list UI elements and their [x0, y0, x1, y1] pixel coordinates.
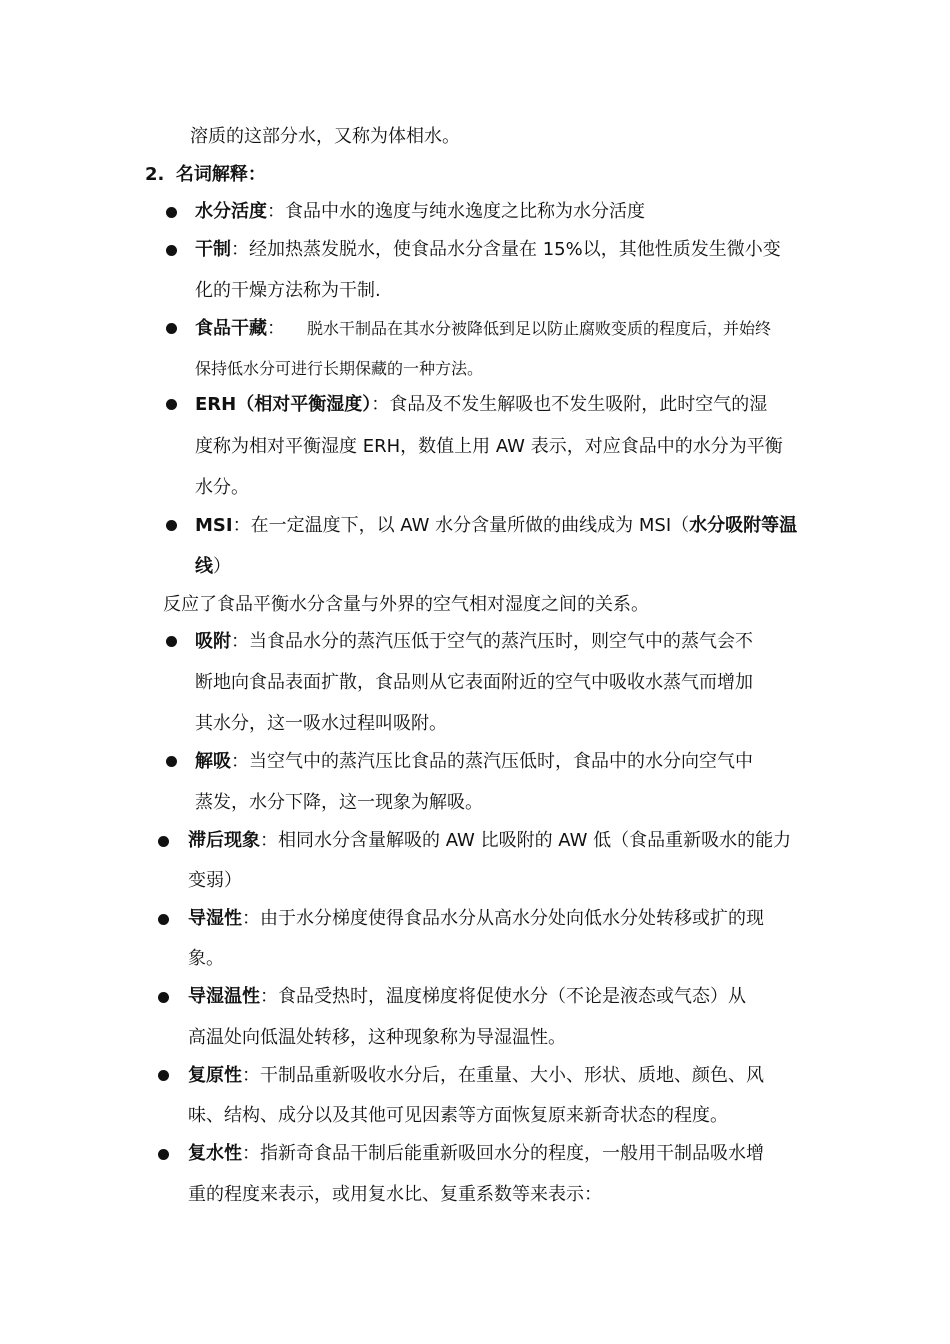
bullet-icon	[158, 1149, 169, 1160]
term-label: 滞后现象	[188, 830, 260, 851]
term-bold-text: 水分吸附等温	[689, 515, 798, 536]
term-text-cont: 变弱）	[188, 870, 242, 891]
term-text: 在一定温度下，以 AW 水分含量所做的曲线成为 MSI（	[250, 515, 690, 536]
term-label: 复原性	[188, 1065, 242, 1086]
term-text-cont: 蒸发，水分下降，这一现象为解吸。	[195, 792, 483, 813]
bullet-icon	[166, 756, 177, 767]
bullet-icon	[158, 992, 169, 1003]
term-drying	[195, 237, 781, 263]
term-text: 干制品重新吸收水分后，在重量、大小、形状、质地、颜色、风	[260, 1065, 764, 1086]
term-colon: ：	[242, 1143, 260, 1164]
term-label: 食品干藏	[195, 318, 267, 339]
term-msi	[195, 513, 797, 539]
term-rehydration	[188, 1141, 764, 1167]
bullet-icon	[166, 520, 177, 531]
term-label: 干制	[195, 239, 231, 260]
bullet-icon	[166, 399, 177, 410]
term-colon: ：	[260, 986, 278, 1007]
term-text-cont: 保持低水分可进行长期保藏的一种方法。	[195, 359, 484, 378]
term-text-cont: 度称为相对平衡湿度 ERH，数值上用 AW 表示，对应食品中的水分为平衡	[195, 436, 783, 457]
term-colon: ：	[371, 394, 390, 415]
term-moisture-conductivity	[188, 906, 764, 932]
term-text-cont: 象。	[188, 948, 224, 969]
term-text-cont: 化的干燥方法称为干制.	[195, 280, 381, 301]
term-text: ）	[213, 556, 231, 577]
bullet-icon	[166, 245, 177, 256]
term-text-cont: 重的程度来表示，或用复水比、复重系数等来表示：	[188, 1184, 602, 1205]
term-dry-storage	[195, 316, 771, 342]
term-colon: ：	[231, 239, 249, 260]
term-restorability	[188, 1063, 764, 1089]
msi-note: 反应了食品平衡水分含量与外界的空气相对湿度之间的关系。	[163, 594, 649, 615]
bullet-icon	[166, 323, 177, 334]
term-text: 经加热蒸发脱水，使食品水分含量在 15%以，其他性质发生微小变	[249, 239, 781, 260]
term-water-activity	[195, 199, 645, 225]
term-label: 导湿温性	[188, 986, 260, 1007]
bullet-icon	[166, 207, 177, 218]
term-text: 由于水分梯度使得食品水分从高水分处向低水分处转移或扩的现	[260, 908, 764, 929]
term-text-cont: 味、结构、成分以及其他可见因素等方面恢复原来新奇状态的程度。	[188, 1105, 728, 1126]
term-colon: ：	[242, 1065, 260, 1086]
term-colon: ：	[267, 201, 285, 222]
intro-line: 溶质的这部分水，又称为体相水。	[190, 126, 460, 147]
term-thermo-moisture	[188, 984, 746, 1010]
bullet-icon	[166, 636, 177, 647]
term-text: 食品受热时，温度梯度将促使水分（不论是液态或气态）从	[278, 986, 746, 1007]
term-adsorption	[195, 629, 753, 655]
term-bold-text: 线	[195, 556, 213, 577]
section-heading	[145, 162, 266, 188]
term-colon: ：	[231, 751, 249, 772]
section-number: 2.	[145, 164, 165, 185]
term-colon: ：	[267, 318, 285, 339]
term-label: 解吸	[195, 751, 231, 772]
term-hysteresis	[188, 828, 791, 854]
bullet-icon	[158, 1070, 169, 1081]
term-text: 指新奇食品干制后能重新吸回水分的程度，一般用干制品吸水增	[260, 1143, 764, 1164]
term-text: 当食品水分的蒸汽压低于空气的蒸汽压时，则空气中的蒸气会不	[249, 631, 753, 652]
term-colon: ：	[260, 830, 278, 851]
term-colon: ：	[231, 631, 249, 652]
term-label: 水分活度	[195, 201, 267, 222]
bullet-icon	[158, 914, 169, 925]
term-text-cont: 其水分，这一吸水过程叫吸附。	[195, 713, 447, 734]
term-text-cont: 高温处向低温处转移，这种现象称为导湿温性。	[188, 1027, 566, 1048]
term-desorption	[195, 749, 753, 775]
term-text-cont: 断地向食品表面扩散，食品则从它表面附近的空气中吸收水蒸气而增加	[195, 672, 753, 693]
term-label: 复水性	[188, 1143, 242, 1164]
term-label: 导湿性	[188, 908, 242, 929]
term-text-cont	[195, 554, 231, 580]
bullet-icon	[158, 836, 169, 847]
term-text-cont: 水分。	[195, 477, 249, 498]
section-title: 名词解释：	[175, 164, 266, 185]
term-text: 相同水分含量解吸的 AW 比吸附的 AW 低（食品重新吸水的能力	[278, 830, 792, 851]
term-erh	[195, 392, 767, 418]
term-text: 脱水干制品在其水分被降低到足以防止腐败变质的程度后，并始终	[307, 319, 772, 338]
term-text: 当空气中的蒸汽压比食品的蒸汽压低时，食品中的水分向空气中	[249, 751, 753, 772]
term-colon: ：	[232, 515, 251, 536]
term-text: 食品及不发生解吸也不发生吸附，此时空气的湿	[389, 394, 768, 415]
term-colon: ：	[242, 908, 260, 929]
term-text: 食品中水的逸度与纯水逸度之比称为水分活度	[285, 201, 645, 222]
term-label: 吸附	[195, 631, 231, 652]
term-label: ERH（相对平衡湿度）	[195, 394, 372, 415]
term-label: MSI	[195, 515, 233, 536]
